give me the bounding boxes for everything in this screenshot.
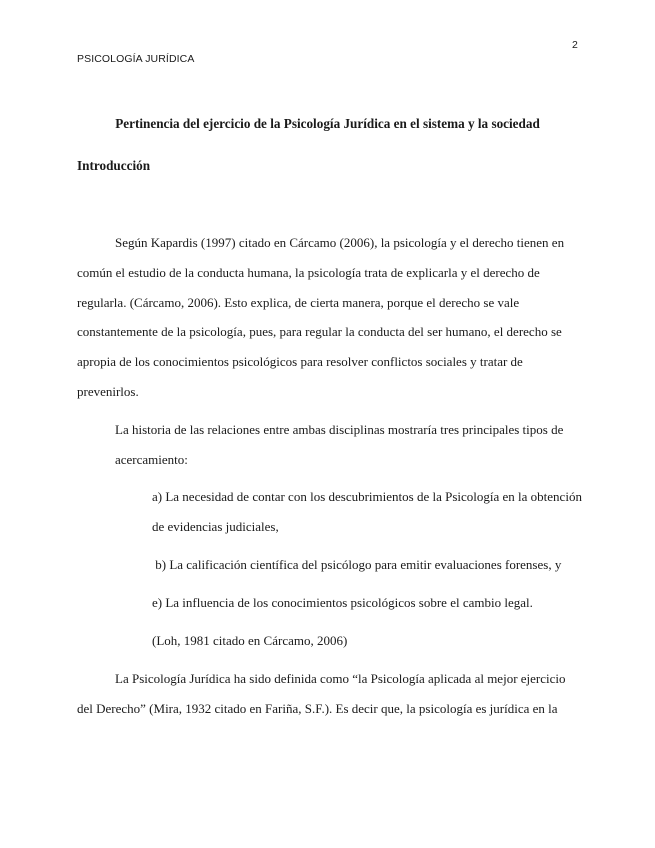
paragraph-1-line: regularla. (Cárcamo, 2006). Esto explica, de cierta manera, porque el derecho se vale: [77, 295, 520, 310]
paragraph-1-line: común el estudio de la conducta humana, la psicología trata de explicarla y el derecho de: [77, 265, 540, 280]
section-heading: Introducción: [77, 158, 151, 173]
paragraph-1-line: Según Kapardis (1997) citado en Cárcamo (2006), la psicología y el derecho tienen en: [115, 235, 565, 250]
list-item: b) La calificación científica del psicólogo para emitir evaluaciones forenses, y: [152, 557, 562, 572]
paragraph-1-line: apropia de los conocimientos psicológicos para resolver conflictos sociales y tratar de: [77, 354, 523, 369]
list-item: a) La necesidad de contar con los descubrimientos de la Psicología en la obtención: [152, 489, 582, 504]
paragraph-1-line: prevenirlos.: [77, 384, 139, 399]
document-title: Pertinencia del ejercicio de la Psicología Jurídica en el sistema y la sociedad: [115, 116, 540, 131]
paragraph-2-line: La historia de las relaciones entre ambas disciplinas mostraría tres principales tipos de: [115, 422, 564, 437]
list-item: de evidencias judiciales,: [152, 519, 279, 534]
paragraph-2-line: acercamiento:: [115, 452, 188, 467]
running-head: PSICOLOGÍA JURÍDICA: [77, 53, 195, 65]
paragraph-3-line: La Psicología Jurídica ha sido definida como “la Psicología aplicada al mejor ejercicio: [115, 671, 566, 686]
list-item: e) La influencia de los conocimientos psicológicos sobre el cambio legal.: [152, 595, 533, 610]
citation: (Loh, 1981 citado en Cárcamo, 2006): [152, 633, 348, 648]
page-number: 2: [572, 39, 578, 51]
paragraph-1-line: constantemente de la psicología, pues, para regular la conducta del ser humano, el derecho se: [77, 324, 562, 339]
paragraph-3-line: del Derecho” (Mira, 1932 citado en Fariña, S.F.). Es decir que, la psicología es jurídica en la: [77, 701, 558, 716]
